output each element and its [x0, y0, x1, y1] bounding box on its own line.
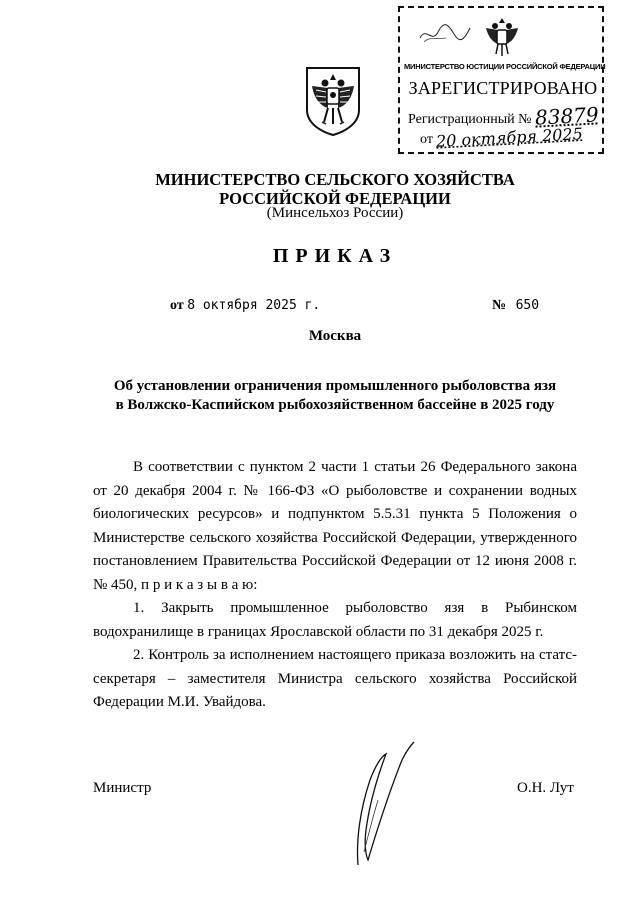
stamp-registration-date [420, 124, 584, 151]
stamp-ministry-name: МИНИСТЕРСТВО ЮСТИЦИИ РОССИЙСКОЙ ФЕДЕРАЦИИ [404, 62, 606, 71]
stamp-date-value: 20 октября 2025 [436, 124, 584, 151]
order-item-1: 1. Закрыть промышленное рыболовство язя в Рыбинском водохранилище в границах Ярославской области по 31 декабря 2025 г. [93, 600, 577, 640]
ministry-name-line1: МИНИСТЕРСТВО СЕЛЬСКОГО ХОЗЯЙСТВА [155, 170, 515, 189]
order-date [170, 298, 320, 314]
stamp-eagle-icon [482, 14, 522, 60]
order-title: ПРИКАЗ [272, 245, 398, 267]
handwritten-signature-icon [330, 740, 420, 870]
order-number-value: 650 [515, 298, 540, 313]
ministry-name-line2: РОССИЙСКОЙ ФЕДЕРАЦИИ [219, 189, 451, 208]
order-number-label: № [492, 298, 507, 313]
order-subject [0, 377, 640, 415]
ministry-name [0, 170, 640, 208]
stamp-registered-label: ЗАРЕГИСТРИРОВАНО [408, 78, 598, 98]
order-subject-line2: в Волжско-Каспийском рыбохозяйственном бассейне в 2025 году [115, 397, 555, 413]
order-preamble: В соответствии с пунктом 2 части 1 статьи 26 Федерального закона от 20 декабря 2004 г. № 166-ФЗ «О рыболовстве и сохранении водных биологических ресурсов» и подпунктом 5.5.31 пункта 5 Положения о Министерстве сельского хозяйства Российской Федерации, утвержденного постановлением Правительства Российской Федерации от 12 июня 2008 г. № 450, п р и к а з ы в а ю: [93, 459, 577, 593]
coat-of-arms-icon [304, 66, 362, 136]
registration-stamp [398, 6, 604, 154]
stamp-regno-label: Регистрационный № [408, 112, 532, 127]
city: Москва [308, 328, 362, 344]
signatory-title: Министр [93, 780, 152, 796]
stamp-regno-value: 83879 [534, 102, 600, 130]
order-item-2: 2. Контроль за исполнением настоящего приказа возложить на статс-секретаря – заместителя Министра сельского хозяйства Российской Федерации М.И. Увайдова. [93, 647, 577, 710]
stamp-date-prefix: от [420, 132, 433, 147]
order-date-prefix: от [170, 298, 184, 313]
ministry-short-name: (Минсельхоз России) [266, 205, 404, 221]
order-subject-line1: Об установлении ограничения промышленного рыболовства язя [113, 378, 557, 394]
order-number [492, 298, 539, 314]
order-body [93, 456, 577, 715]
stamp-scribble-icon [416, 18, 474, 48]
signatory-name: О.Н. Лут [517, 780, 574, 796]
order-date-value: 8 октября 2025 г. [187, 298, 321, 313]
